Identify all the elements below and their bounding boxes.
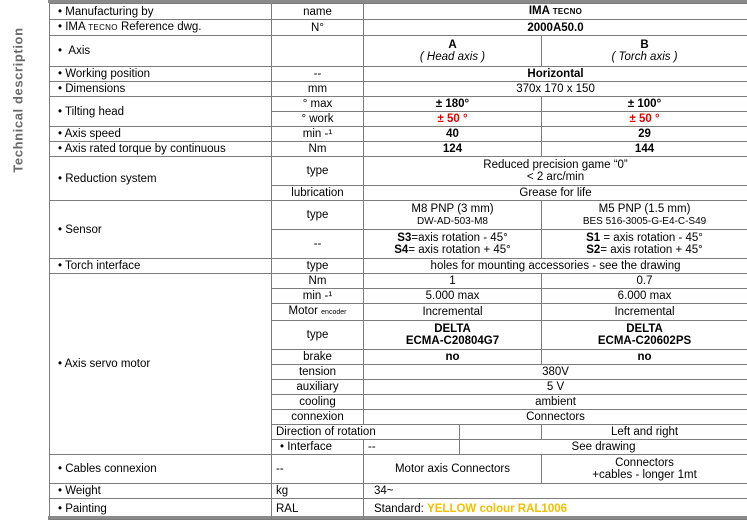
value-cell: Incremental bbox=[364, 304, 542, 321]
unit-cell: RAL bbox=[272, 499, 364, 520]
table-row bbox=[50, 142, 747, 157]
row-label: • IMA TECNO Reference dwg. bbox=[50, 20, 272, 36]
table-row bbox=[50, 499, 747, 520]
value-cell: Horizontal bbox=[364, 67, 747, 82]
row-label: • Painting bbox=[50, 499, 272, 520]
value-cell: Standard: YELLOW colour RAL1006 bbox=[364, 499, 747, 520]
table-row bbox=[50, 67, 747, 82]
table-row bbox=[50, 484, 747, 499]
unit-cell: -- bbox=[364, 440, 460, 455]
value-cell: DELTA ECMA-C20602PS bbox=[542, 321, 747, 350]
unit-cell: Motor encoder bbox=[272, 304, 364, 321]
table-row bbox=[50, 4, 747, 20]
value-cell: M5 PNP (1.5 mm) BES 516-3005-G-E4-C-S49 bbox=[542, 201, 747, 230]
technical-spec-table bbox=[49, 3, 747, 520]
value-cell: 29 bbox=[542, 127, 747, 142]
value-cell: ambient bbox=[364, 395, 747, 410]
value-cell: holes for mounting accessories - see the drawing bbox=[364, 259, 747, 274]
unit-cell: brake bbox=[272, 350, 364, 365]
value-cell: See drawing bbox=[460, 440, 747, 455]
value-cell: Connectors +cables - longer 1mt bbox=[542, 455, 747, 484]
unit-cell: type bbox=[272, 321, 364, 350]
table-row bbox=[50, 36, 747, 67]
row-label: • Weight bbox=[50, 484, 272, 499]
value-cell: Grease for life bbox=[364, 186, 747, 201]
unit-cell bbox=[272, 36, 364, 67]
row-label: • Axis bbox=[50, 36, 272, 67]
unit-cell: type bbox=[272, 259, 364, 274]
value-cell: Left and right bbox=[542, 425, 747, 440]
value-cell: 370x 170 x 150 bbox=[364, 82, 747, 97]
unit-cell: ° work bbox=[272, 112, 364, 127]
row-label: • Axis servo motor bbox=[50, 274, 272, 455]
row-label: • Interface bbox=[272, 440, 364, 455]
unit-cell: auxiliary bbox=[272, 380, 364, 395]
unit-cell: Direction of rotation bbox=[272, 425, 460, 440]
value-cell: no bbox=[364, 350, 542, 365]
unit-cell: Nm bbox=[272, 274, 364, 289]
unit-cell: connexion bbox=[272, 410, 364, 425]
value-cell: M8 PNP (3 mm) DW-AD-503-M8 bbox=[364, 201, 542, 230]
axis-a-header: A ( Head axis ) bbox=[364, 36, 542, 67]
unit-cell: name bbox=[272, 4, 364, 20]
unit-cell: min -¹ bbox=[272, 127, 364, 142]
unit-cell: N° bbox=[272, 20, 364, 36]
value-cell: 2000A50.0 bbox=[364, 20, 747, 36]
value-cell: 1 bbox=[364, 274, 542, 289]
value-cell: 144 bbox=[542, 142, 747, 157]
value-cell: no bbox=[542, 350, 747, 365]
unit-cell: lubrication bbox=[272, 186, 364, 201]
table-row bbox=[50, 201, 747, 230]
value-cell: DELTA ECMA-C20804G7 bbox=[364, 321, 542, 350]
table-row bbox=[50, 455, 747, 484]
unit-cell: mm bbox=[272, 82, 364, 97]
unit-cell: Nm bbox=[272, 142, 364, 157]
axis-b-header: B ( Torch axis ) bbox=[542, 36, 747, 67]
value-cell: Connectors bbox=[364, 410, 747, 425]
row-label: • Reduction system bbox=[50, 157, 272, 201]
value-cell: 40 bbox=[364, 127, 542, 142]
row-label: • Dimensions bbox=[50, 82, 272, 97]
value-cell: 5 V bbox=[364, 380, 747, 395]
value-cell: 34~ bbox=[364, 484, 747, 499]
value-cell: ± 100° bbox=[542, 97, 747, 112]
unit-cell: -- bbox=[272, 455, 364, 484]
value-cell: ± 50 ° bbox=[542, 112, 747, 127]
value-cell: 380V bbox=[364, 365, 747, 380]
row-label: • Working position bbox=[50, 67, 272, 82]
value-cell: Reduced precision game “0” < 2 arc/min bbox=[364, 157, 747, 186]
value-cell: IMA TECNO bbox=[364, 4, 747, 20]
table-row bbox=[50, 259, 747, 274]
unit-cell: ° max bbox=[272, 97, 364, 112]
row-label: • Manufacturing by bbox=[50, 4, 272, 20]
value-cell: Incremental bbox=[542, 304, 747, 321]
unit-cell: type bbox=[272, 157, 364, 186]
unit-cell: tension bbox=[272, 365, 364, 380]
row-label: • Tilting head bbox=[50, 97, 272, 127]
row-label: • Axis rated torque by continuous bbox=[50, 142, 272, 157]
unit-cell: min -¹ bbox=[272, 289, 364, 304]
empty-cell bbox=[460, 425, 542, 440]
row-label: • Sensor bbox=[50, 201, 272, 259]
value-cell: ± 50 ° bbox=[364, 112, 542, 127]
value-cell: 124 bbox=[364, 142, 542, 157]
unit-cell: cooling bbox=[272, 395, 364, 410]
value-cell: ± 180° bbox=[364, 97, 542, 112]
value-cell: 6.000 max bbox=[542, 289, 747, 304]
table-row bbox=[50, 82, 747, 97]
value-cell: Motor axis Connectors bbox=[364, 455, 542, 484]
row-label: • Torch interface bbox=[50, 259, 272, 274]
value-cell: 0.7 bbox=[542, 274, 747, 289]
unit-cell: -- bbox=[272, 230, 364, 259]
value-cell: S1 = axis rotation - 45° S2= axis rotation + 45° bbox=[542, 230, 747, 259]
table-row bbox=[50, 97, 747, 112]
value-cell: 5.000 max bbox=[364, 289, 542, 304]
table-row bbox=[50, 157, 747, 186]
row-label: • Axis speed bbox=[50, 127, 272, 142]
value-cell: S3=axis rotation - 45° S4= axis rotation + 45° bbox=[364, 230, 542, 259]
table-row bbox=[50, 127, 747, 142]
table-row bbox=[50, 274, 747, 289]
unit-cell: type bbox=[272, 201, 364, 230]
table-row bbox=[50, 20, 747, 36]
unit-cell: -- bbox=[272, 67, 364, 82]
side-section-label: Technical description bbox=[10, 27, 26, 173]
unit-cell: kg bbox=[272, 484, 364, 499]
row-label: • Cables connexion bbox=[50, 455, 272, 484]
